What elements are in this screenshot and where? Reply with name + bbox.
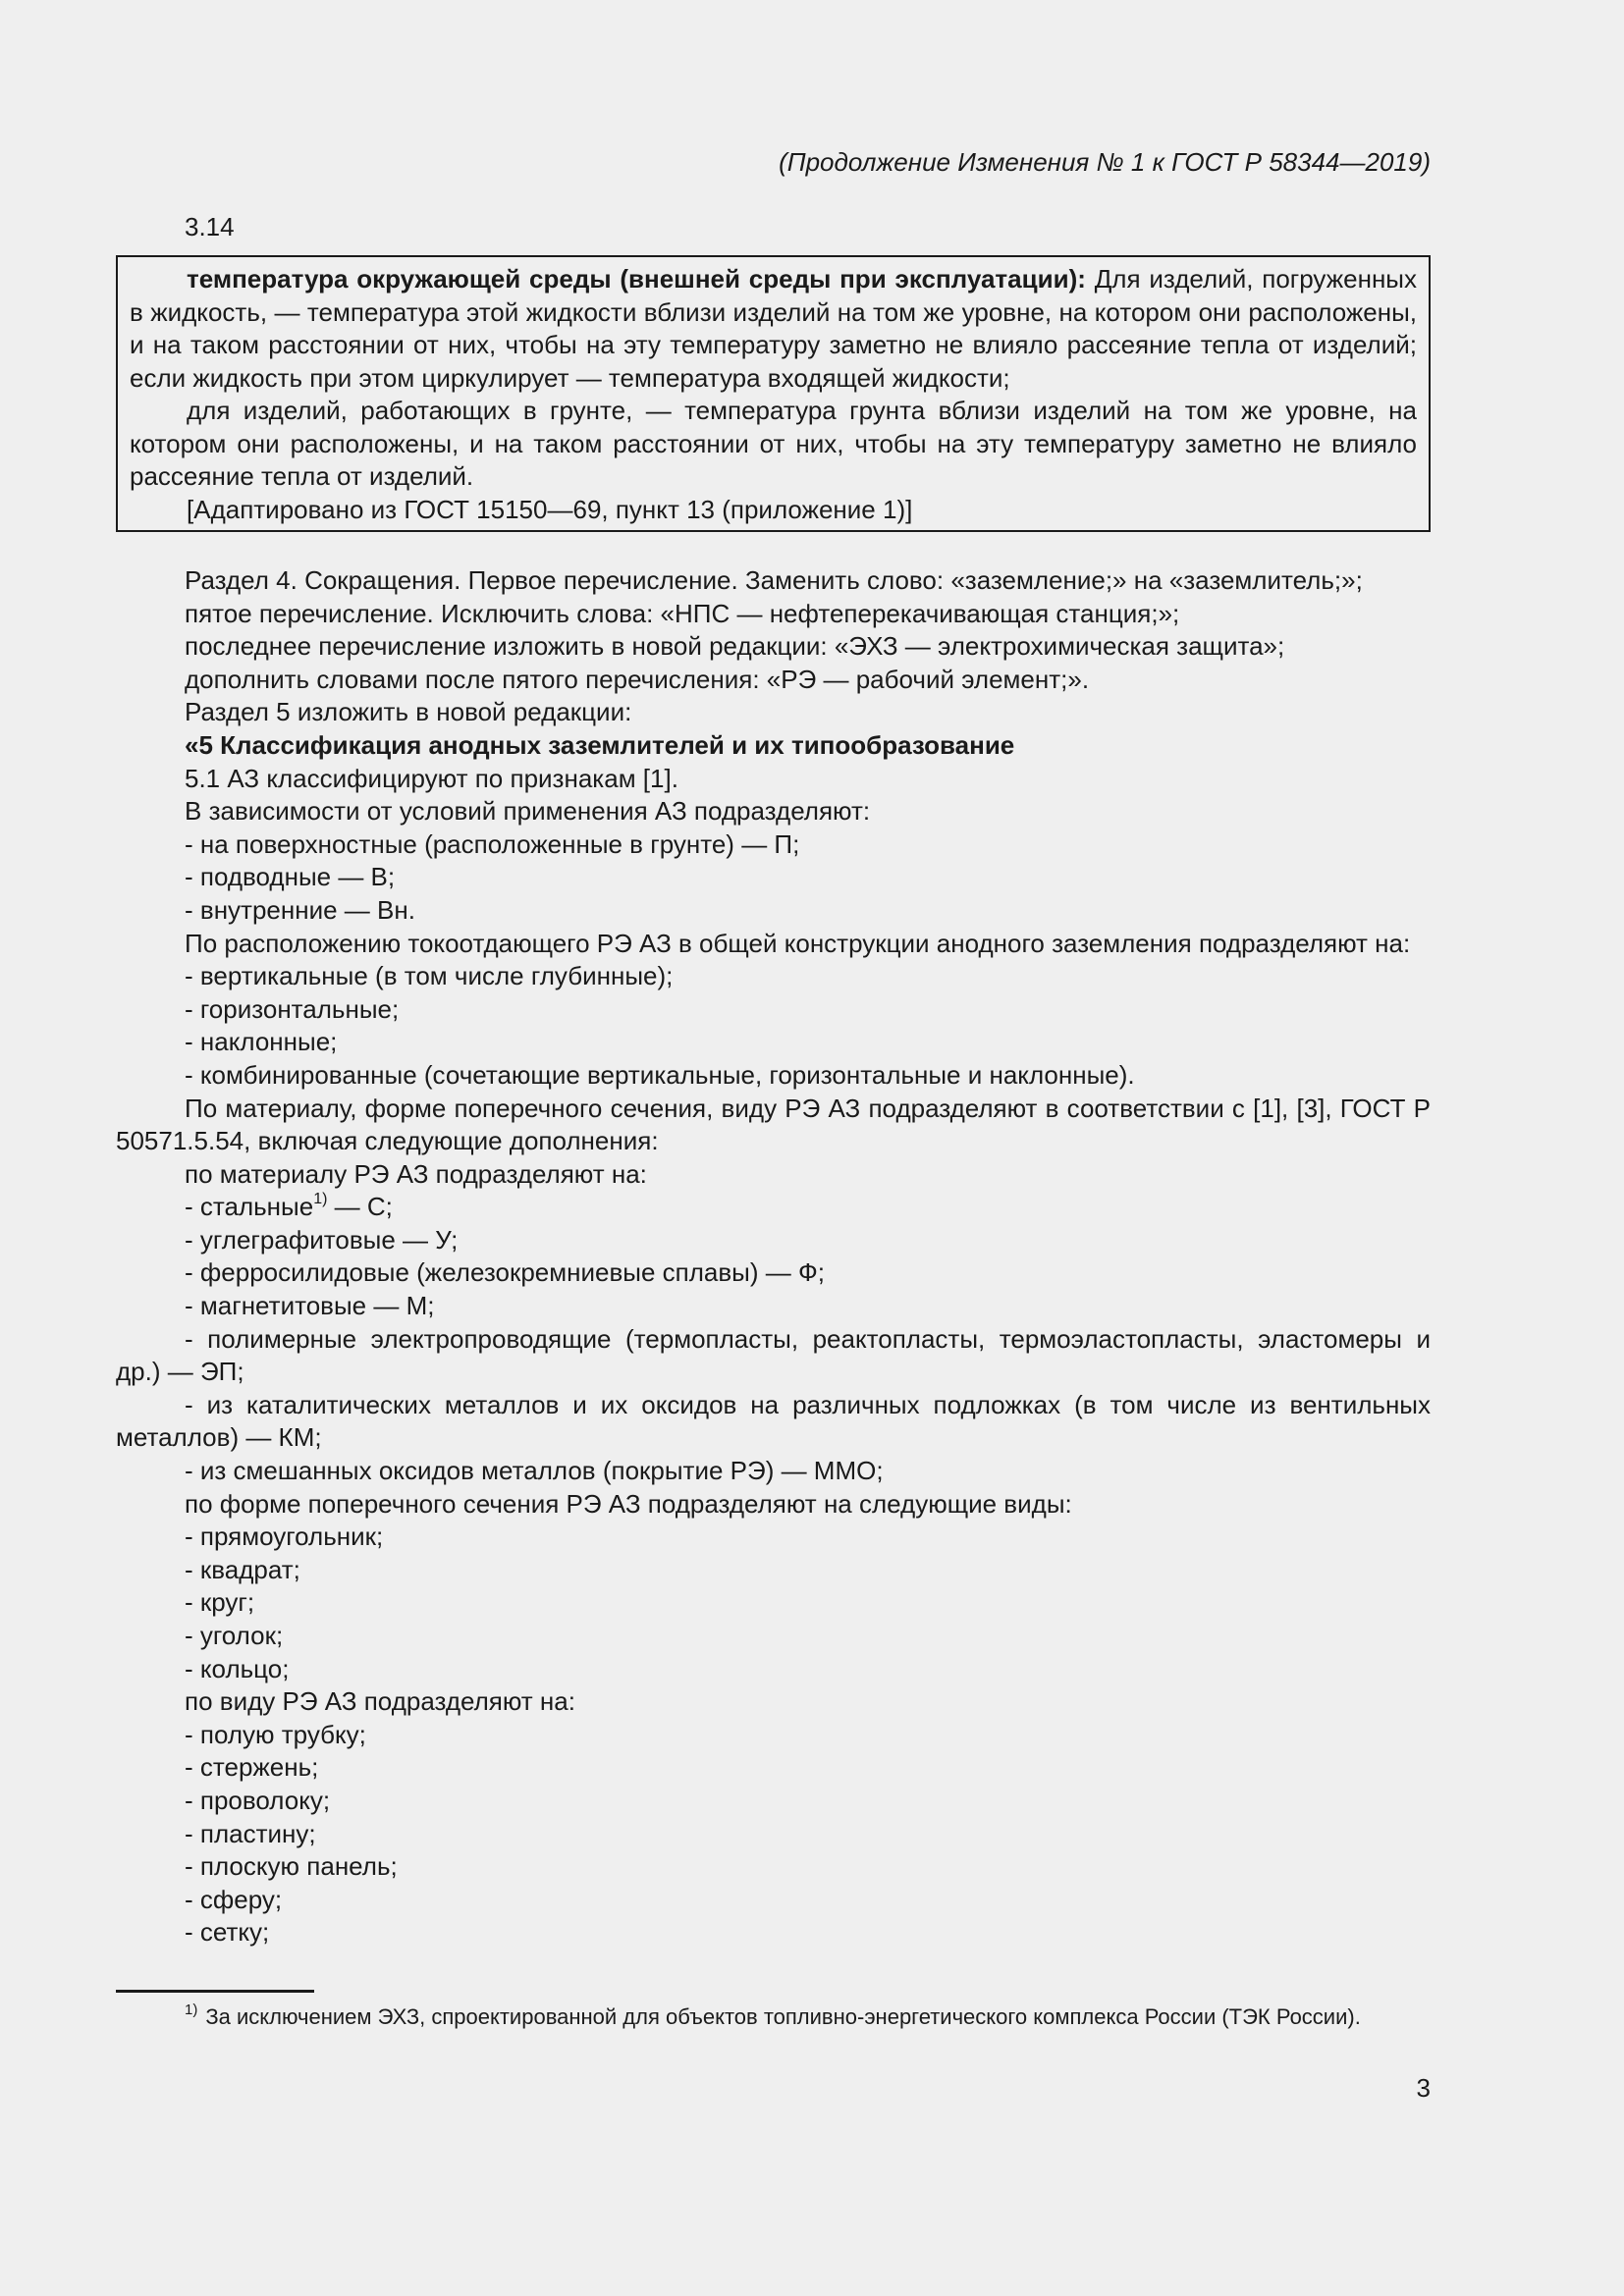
paragraph: пятое перечисление. Исключить слова: «НПС — нефтеперекачивающая станция;»;	[185, 598, 1180, 628]
list-item: - наклонные;	[185, 1027, 338, 1057]
list-item: - горизонтальные;	[185, 993, 400, 1024]
list-item: - комбинированные (сочетающие вертикальные, горизонтальные и наклонные).	[185, 1059, 1135, 1090]
list-item: - полимерные электропроводящие (термопласты, реактопласты, термоэластопласты, эластомеры и др.) — ЭП;	[116, 1323, 1431, 1387]
list-item: - сферу;	[185, 1884, 283, 1914]
term-title: температура окружающей среды (внешней среды при эксплуатации):	[187, 264, 1086, 294]
list-item: - кольцо;	[185, 1653, 290, 1683]
list-item: - пластину;	[185, 1818, 316, 1848]
list-item: - из смешанных оксидов металлов (покрытие РЭ) — ММО;	[185, 1456, 884, 1486]
footnote	[116, 2002, 1431, 2032]
paragraph: по материалу РЭ АЗ подразделяют на:	[185, 1158, 647, 1189]
term-definition-text: Для изделий, погруженных в жидкость, — температура этой жидкости вблизи изделий на том же уровне, на котором они расположены, и на таком расстоянии от них, чтобы на эту температуру заметно не влияло рассеяние тепла от изделий; если жидкость при этом циркулирует — температура входящей жидкости;	[130, 264, 1417, 393]
footnote-marker: 1)	[185, 2002, 198, 2018]
paragraph: По материалу, форме поперечного сечения, виду РЭ АЗ подразделяют в соответствии с [1], [3], ГОСТ Р 50571.5.54, включая следующие дополнения:	[116, 1093, 1431, 1156]
list-item: - квадрат;	[185, 1554, 300, 1584]
term-number: 3.14	[185, 212, 235, 241]
paragraph: последнее перечисление изложить в новой редакции: «ЭХЗ — электрохимическая защита»;	[185, 631, 1285, 662]
term-definition-box	[116, 255, 1431, 532]
list-item: - полую трубку;	[185, 1719, 366, 1749]
paragraph: Раздел 5 изложить в новой редакции:	[185, 697, 632, 727]
list-item: - ферросилидовые (железокремниевые сплавы) — Ф;	[185, 1257, 825, 1288]
list-item: - прямоугольник;	[185, 1522, 384, 1552]
page-header: (Продолжение Изменения № 1 к ГОСТ Р 58344—2019)	[779, 147, 1431, 177]
list-item: - магнетитовые — М;	[185, 1291, 435, 1321]
footnote-text: За исключением ЭХЗ, спроектированной для объектов топливно-энергетического комплекса России (ТЭК России).	[205, 2004, 1361, 2029]
paragraph: Раздел 4. Сокращения. Первое перечисление. Заменить слово: «заземление;» на «заземлитель;»;	[185, 565, 1363, 595]
list-item: - уголок;	[185, 1621, 284, 1650]
paragraph: 5.1 АЗ классифицируют по признакам [1].	[185, 763, 678, 793]
paragraph: дополнить словами после пятого перечисления: «РЭ — рабочий элемент;».	[185, 664, 1090, 694]
paragraph: по форме поперечного сечения РЭ АЗ подразделяют на следующие виды:	[185, 1488, 1072, 1519]
list-item: - на поверхностные (расположенные в грунте) — П;	[185, 828, 800, 859]
term-source: [Адаптировано из ГОСТ 15150—69, пункт 13 (приложение 1)]	[187, 494, 913, 524]
list-item: - подводные — В;	[185, 862, 396, 892]
term-definition-paragraph	[130, 263, 1417, 395]
page-number: 3	[1416, 2073, 1431, 2103]
list-item	[116, 1191, 1431, 1224]
list-item: - плоскую панель;	[185, 1851, 398, 1882]
paragraph: по виду РЭ АЗ подразделяют на:	[185, 1686, 575, 1717]
list-item: - углеграфитовые — У;	[185, 1224, 459, 1255]
amendment-body	[116, 564, 1431, 1949]
list-item: - внутренние — Вн.	[185, 894, 415, 925]
list-item: - из каталитических металлов и их оксидов на различных подложках (в том числе из вентильных металлов) — КМ;	[116, 1389, 1431, 1453]
section-heading: «5 Классификация анодных заземлителей и их типообразование	[185, 729, 1015, 760]
paragraph: По расположению токоотдающего РЭ АЗ в общей конструкции анодного заземления подразделяют на:	[185, 928, 1411, 958]
list-item: - проволоку;	[185, 1785, 331, 1815]
list-item-text: — С;	[327, 1192, 393, 1222]
list-item: - вертикальные (в том числе глубинные);	[185, 961, 674, 991]
list-item: - круг;	[185, 1587, 255, 1618]
footnote-reference: 1)	[313, 1191, 328, 1208]
term-definition-paragraph: для изделий, работающих в грунте, — температура грунта вблизи изделий на том же уровне, на котором они расположены, и на таком расстоянии от них, чтобы на эту температуру заметно не влияло рассеяние тепла от изделий.	[130, 396, 1417, 491]
footnote-divider	[116, 1990, 314, 1993]
paragraph: В зависимости от условий применения АЗ подразделяют:	[185, 796, 871, 827]
list-item-text: - стальные	[185, 1192, 314, 1222]
list-item: - сетку;	[185, 1917, 270, 1948]
list-item: - стержень;	[185, 1752, 319, 1783]
